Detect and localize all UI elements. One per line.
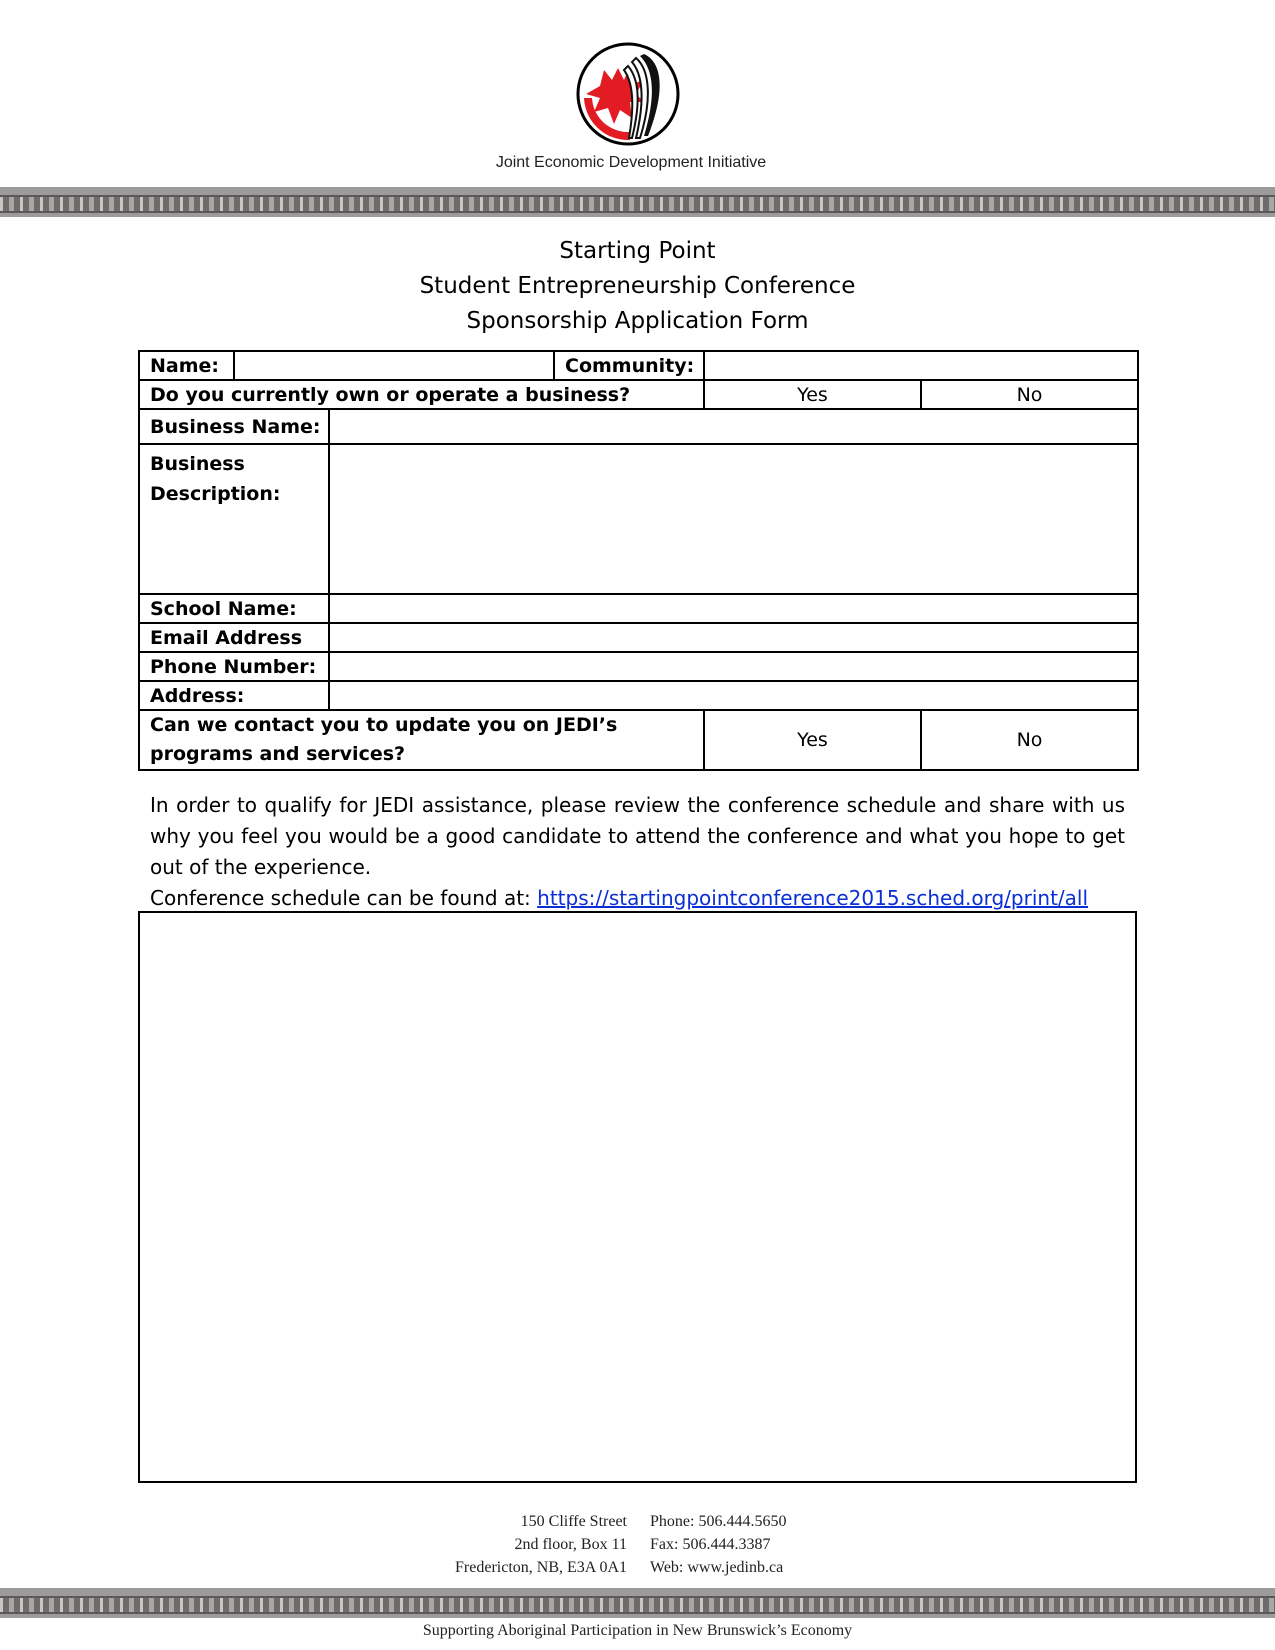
instructions <box>150 790 1125 914</box>
schedule-link[interactable]: https://startingpointconference2015.sched.org/print/all <box>537 886 1089 910</box>
address-line-3: Fredericton, NB, E3A 0A1 <box>455 1559 627 1576</box>
business-description-label: Business Description: <box>139 444 329 594</box>
application-form <box>138 350 1137 771</box>
schedule-prefix: Conference schedule can be found at: <box>150 886 538 910</box>
title-line-1: Starting Point <box>559 238 716 264</box>
name-label: Name: <box>139 351 234 380</box>
own-business-no-option[interactable]: No <box>921 380 1138 409</box>
footer-tagline: Supporting Aboriginal Participation in New Brunswick’s Economy <box>422 1622 853 1639</box>
footer-address <box>455 1510 627 1579</box>
phone-field[interactable] <box>329 652 1138 681</box>
contact-yes-option[interactable]: Yes <box>704 710 921 770</box>
address-line-2: 2nd floor, Box 11 <box>514 1536 627 1553</box>
instructions-text: In order to qualify for JEDI assistance, please review the conference schedule and share with us why you feel you would be a good candidate to attend the conference and what you hope to get out of the experience. <box>150 793 1125 879</box>
form-titles <box>0 234 1275 339</box>
phone-label: Phone Number: <box>139 652 329 681</box>
org-name: Joint Economic Development Initiative <box>495 154 767 171</box>
own-business-question: Do you currently own or operate a business? <box>139 380 704 409</box>
decorative-band-bottom <box>0 1588 1275 1618</box>
address-field[interactable] <box>329 681 1138 710</box>
title-line-3: Sponsorship Application Form <box>466 308 809 334</box>
contact-no-option[interactable]: No <box>921 710 1138 770</box>
community-field[interactable] <box>704 351 1138 380</box>
name-field[interactable] <box>234 351 554 380</box>
business-name-field[interactable] <box>329 409 1138 444</box>
school-name-field[interactable] <box>329 594 1138 623</box>
community-label: Community: <box>554 351 704 380</box>
contact-web: Web: www.jedinb.ca <box>650 1559 784 1576</box>
address-line-1: 150 Cliffe Street <box>520 1513 627 1530</box>
email-field[interactable] <box>329 623 1138 652</box>
title-line-2: Student Entrepreneurship Conference <box>419 273 856 299</box>
business-description-field[interactable] <box>329 444 1138 594</box>
answer-textarea[interactable] <box>138 911 1137 1483</box>
contact-question: Can we contact you to update you on JEDI’s programs and services? <box>139 710 704 770</box>
address-label: Address: <box>139 681 329 710</box>
business-name-label: Business Name: <box>139 409 329 444</box>
schedule-line <box>150 883 1125 914</box>
footer-contact <box>650 1510 786 1579</box>
own-business-yes-option[interactable]: Yes <box>704 380 921 409</box>
contact-fax: Fax: 506.444.3387 <box>650 1536 771 1553</box>
email-label: Email Address <box>139 623 329 652</box>
decorative-band-top <box>0 187 1275 217</box>
contact-phone: Phone: 506.444.5650 <box>650 1513 787 1530</box>
jedi-logo-icon <box>574 40 686 148</box>
school-name-label: School Name: <box>139 594 329 623</box>
